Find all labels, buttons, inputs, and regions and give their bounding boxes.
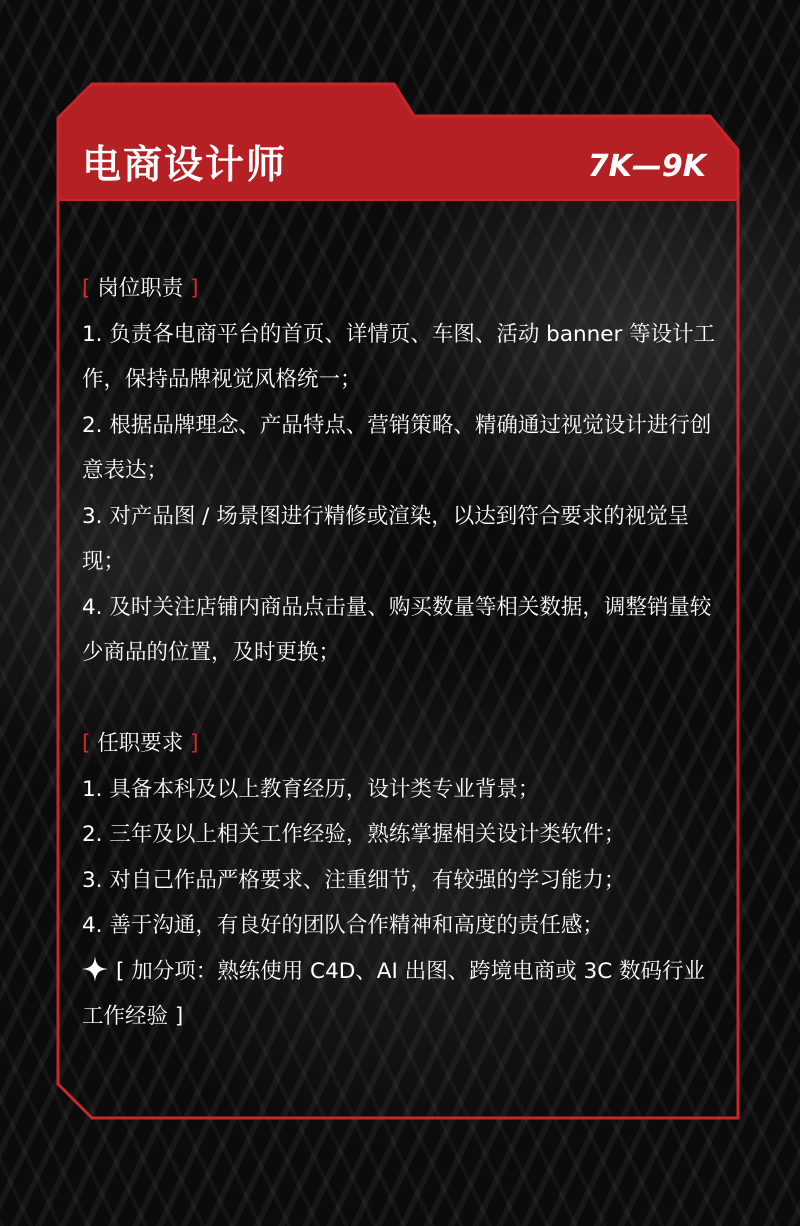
requirement-item: 3. 对自己作品严格要求、注重细节，有较强的学习能力； — [82, 867, 626, 893]
responsibility-item: 1. 负责各电商平台的首页、详情页、车图、活动 banner 等设计工作，保持品牌视觉风格统一； — [82, 321, 716, 392]
requirement-item: 1. 具备本科及以上教育经历，设计类专业背景； — [82, 776, 540, 802]
requirement-item: 2. 三年及以上相关工作经验，熟练掌握相关设计类软件； — [82, 822, 626, 847]
close-bracket: ] — [190, 276, 199, 301]
section-title: 岗位职责 — [97, 276, 184, 301]
responsibility-item: 3. 对产品图 / 场景图进行精修或渲染，以达到符合要求的视觉呈现； — [82, 503, 690, 574]
section-title: 任职要求 — [97, 731, 184, 756]
sparkle-icon — [82, 956, 108, 982]
bonus-item — [82, 949, 722, 1040]
requirement-item: 4. 善于沟通，有良好的团队合作精神和高度的责任感； — [82, 913, 604, 938]
job-description — [82, 266, 722, 1040]
job-title: 电商设计师 — [82, 143, 288, 188]
salary-range: 7K—9K — [587, 149, 706, 184]
bonus-text: [ 加分项：熟练使用 C4D、AI 出图、跨境电商或 3C 数码行业工作经验 ] — [82, 958, 706, 1029]
close-bracket: ] — [190, 731, 199, 756]
responsibility-item: 4. 及时关注店铺内商品点击量、购买数量等相关数据，调整销量较少商品的位置，及时更换； — [82, 594, 712, 665]
open-bracket: [ — [82, 276, 91, 301]
section-spacer — [82, 676, 722, 722]
section-heading-responsibilities — [82, 266, 722, 312]
responsibility-item: 2. 根据品牌理念、产品特点、营销策略、精确通过视觉设计进行创意表达； — [82, 412, 712, 483]
open-bracket: [ — [82, 731, 91, 756]
section-heading-requirements — [82, 721, 722, 767]
